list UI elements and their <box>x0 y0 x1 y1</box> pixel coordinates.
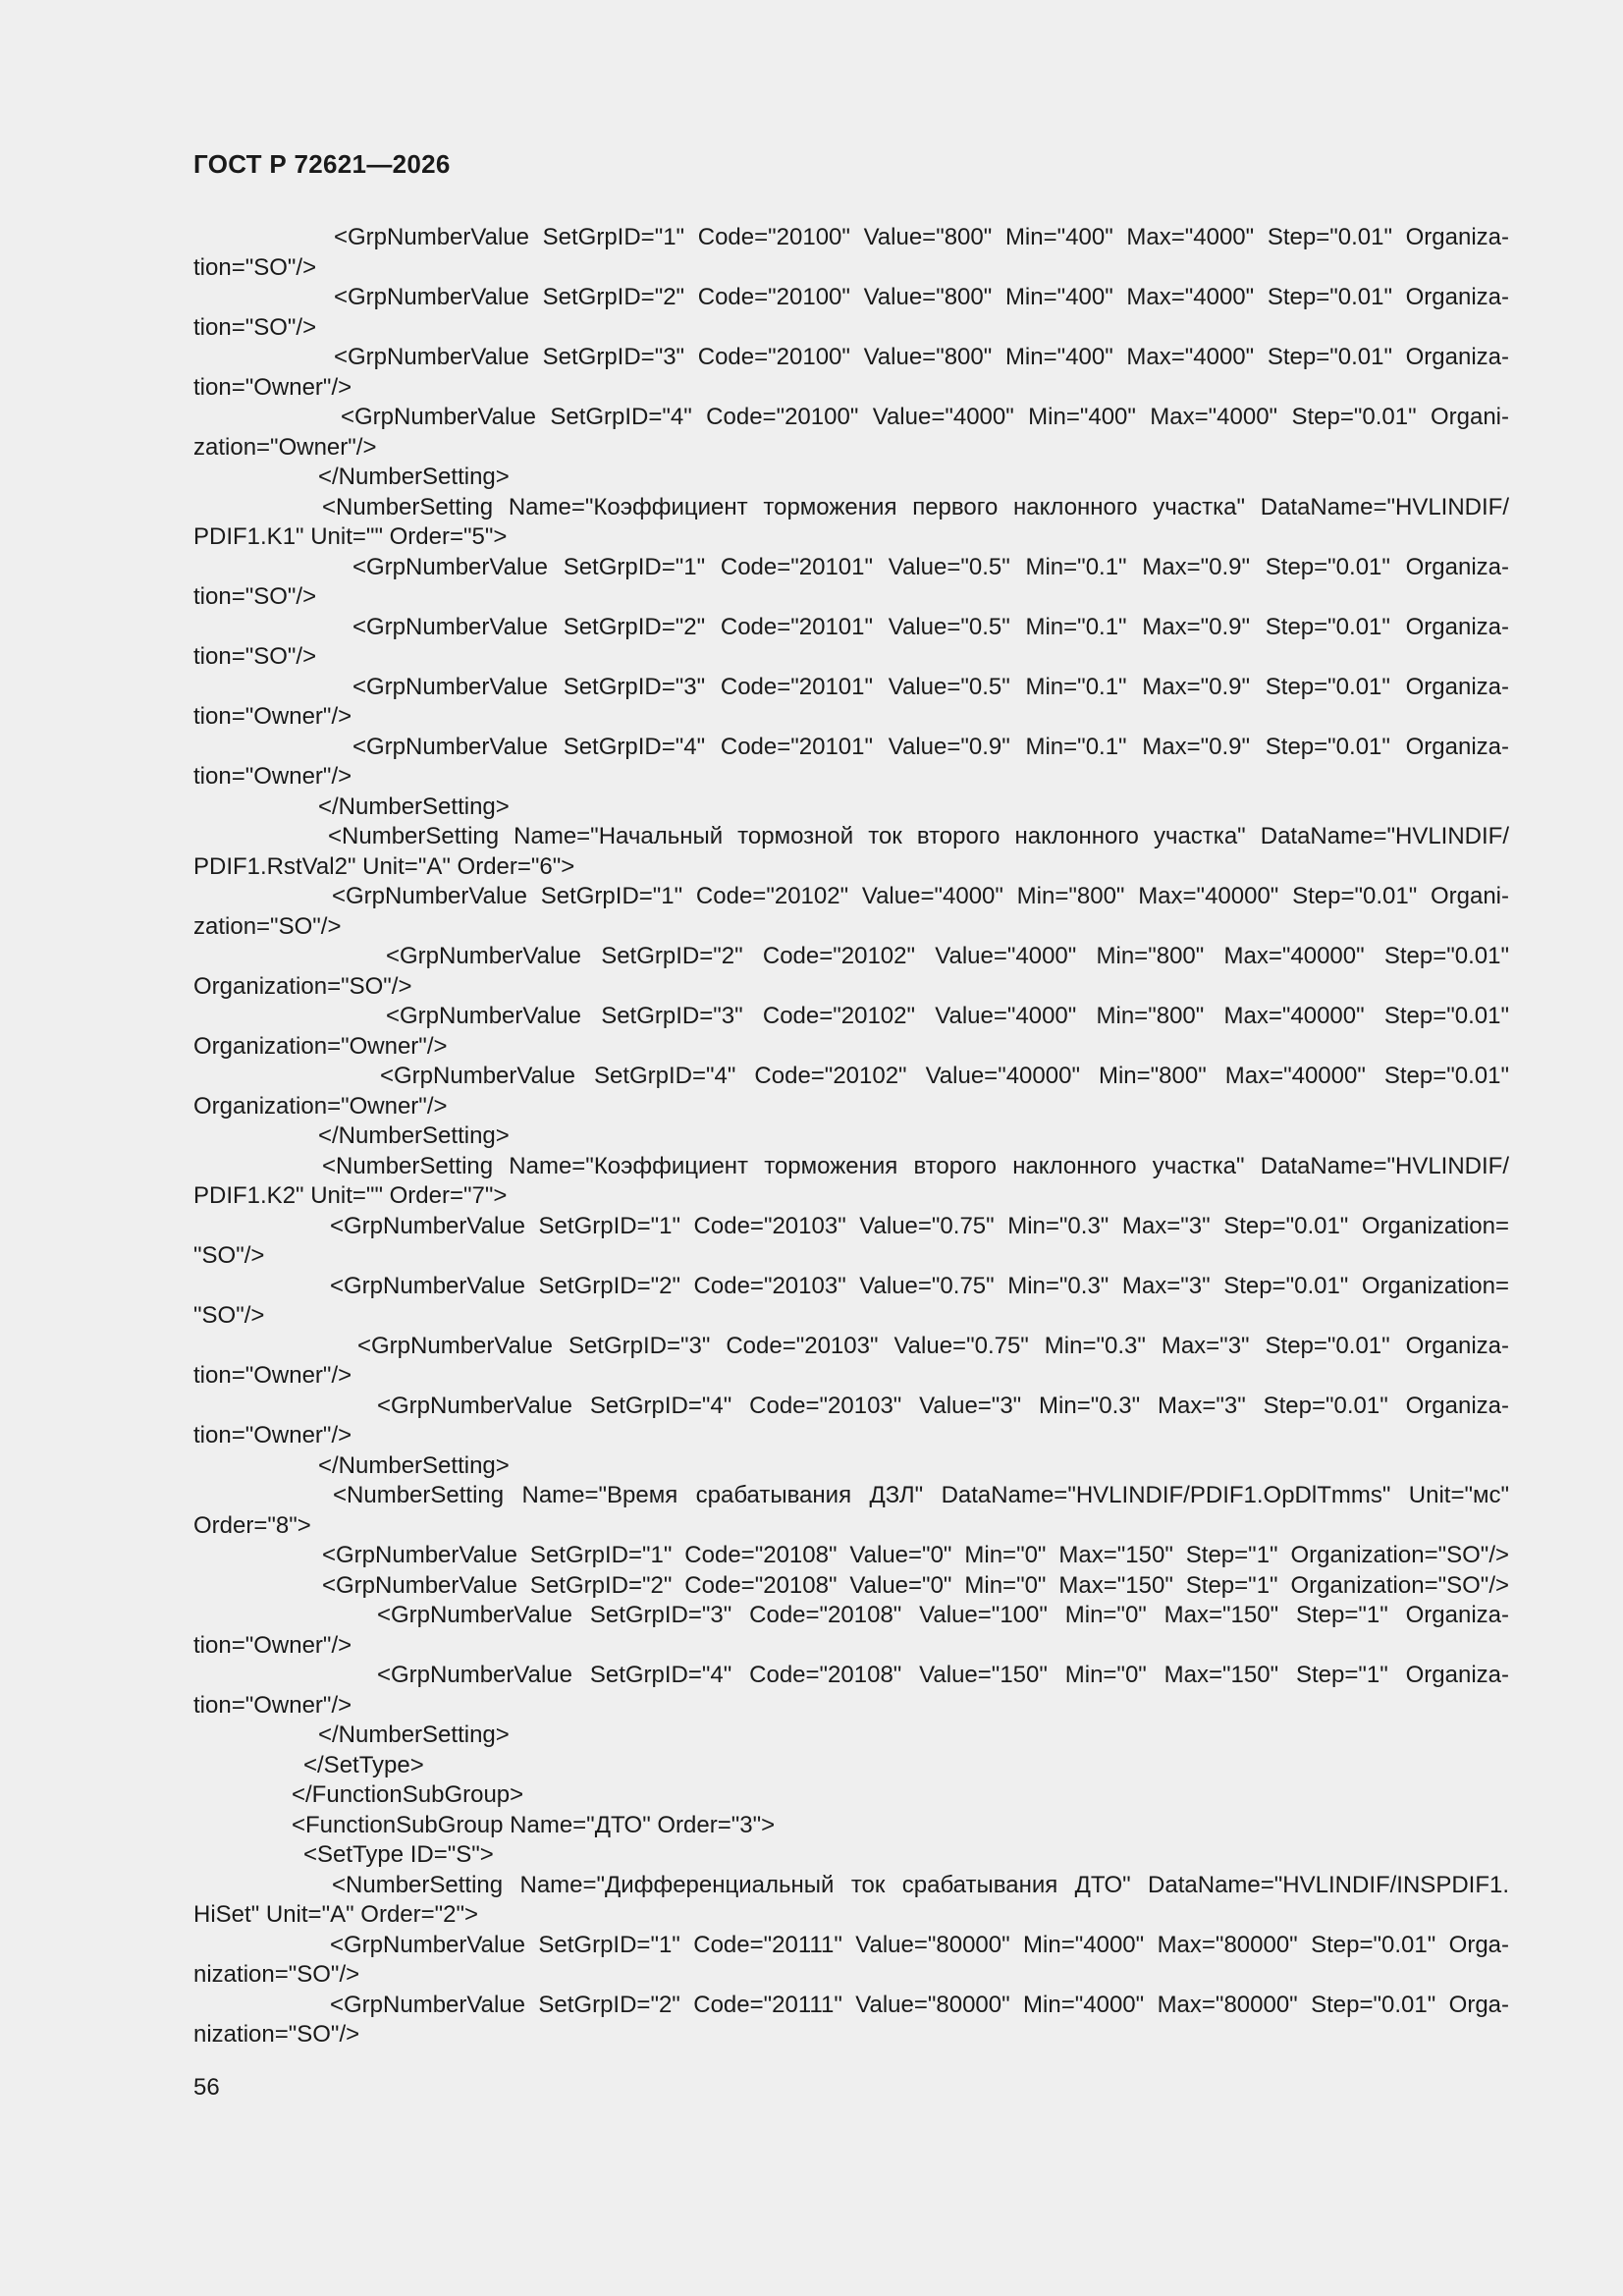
code-line: <GrpNumberValue SetGrpID="2" Code="20101" Value="0.5" Min="0.1" Max="0.9" Step="0.01" Organiza- <box>352 613 1509 640</box>
code-line: <GrpNumberValue SetGrpID="2" Code="20103" Value="0.75" Min="0.3" Max="3" Step="0.01" Organization= <box>330 1272 1509 1299</box>
code-line: </NumberSetting> <box>318 1722 510 1748</box>
code-line: <GrpNumberValue SetGrpID="4" Code="20102" Value="40000" Min="800" Max="40000" Step="0.01" <box>380 1063 1509 1089</box>
code-line: nization="SO"/> <box>193 2021 360 2048</box>
page-header: ГОСТ Р 72621—2026 <box>193 149 451 179</box>
code-line: tion="SO"/> <box>193 313 317 341</box>
code-line: <GrpNumberValue SetGrpID="3" Code="20108" Value="100" Min="0" Max="150" Step="1" Organiza- <box>377 1602 1509 1628</box>
code-line: <GrpNumberValue SetGrpID="4" Code="20101" Value="0.9" Min="0.1" Max="0.9" Step="0.01" Organiza- <box>352 733 1509 760</box>
code-line: </NumberSetting> <box>318 464 510 490</box>
code-line: Organization="Owner"/> <box>193 1032 448 1060</box>
code-line: <NumberSetting Name="Коэффициент торможения второго наклонного участка" DataName="HVLINDIF/ <box>322 1152 1509 1179</box>
code-line: <GrpNumberValue SetGrpID="2" Code="20108" Value="0" Min="0" Max="150" Step="1" Organization="SO"/> <box>322 1571 1509 1599</box>
code-line: <GrpNumberValue SetGrpID="3" Code="20101" Value="0.5" Min="0.1" Max="0.9" Step="0.01" Organiza- <box>352 673 1509 700</box>
code-line: <NumberSetting Name="Дифференциальный ток срабатывания ДТО" DataName="HVLINDIF/INSPDIF1. <box>332 1871 1509 1898</box>
code-line: <GrpNumberValue SetGrpID="1" Code="20111" Value="80000" Min="4000" Max="80000" Step="0.01" Orga- <box>330 1931 1509 1958</box>
code-line: </NumberSetting> <box>318 1122 510 1149</box>
code-line: tion="Owner"/> <box>193 1631 352 1659</box>
code-line: <NumberSetting Name="Коэффициент торможения первого наклонного участка" DataName="HVLINDIF/ <box>322 493 1509 520</box>
xml-listing <box>193 223 1509 2050</box>
code-line: <NumberSetting Name="Время срабатывания ДЗЛ" DataName="HVLINDIF/PDIF1.OpDlTmms" Unit="мс" <box>333 1482 1509 1508</box>
code-line: <GrpNumberValue SetGrpID="4" Code="20108" Value="150" Min="0" Max="150" Step="1" Organiza- <box>377 1662 1509 1688</box>
code-line: <GrpNumberValue SetGrpID="4" Code="20100" Value="4000" Min="400" Max="4000" Step="0.01" Organi- <box>341 404 1509 430</box>
code-line: tion="SO"/> <box>193 643 317 670</box>
code-line: <GrpNumberValue SetGrpID="1" Code="20102" Value="4000" Min="800" Max="40000" Step="0.01" Organi- <box>332 883 1509 909</box>
code-line: PDIF1.RstVal2" Unit="A" Order="6"> <box>193 852 575 880</box>
code-line: HiSet" Unit="A" Order="2"> <box>193 1901 479 1928</box>
code-line: <GrpNumberValue SetGrpID="1" Code="20103" Value="0.75" Min="0.3" Max="3" Step="0.01" Organization= <box>330 1212 1509 1239</box>
code-line: Organization="SO"/> <box>193 972 412 1000</box>
code-line: tion="Owner"/> <box>193 373 352 401</box>
code-line: </NumberSetting> <box>318 1451 510 1479</box>
code-line: tion="Owner"/> <box>193 1422 352 1449</box>
code-line: tion="Owner"/> <box>193 763 352 790</box>
code-line: PDIF1.K2" Unit="" Order="7"> <box>193 1182 508 1209</box>
code-line: <GrpNumberValue SetGrpID="3" Code="20103" Value="0.75" Min="0.3" Max="3" Step="0.01" Organiza- <box>357 1332 1509 1359</box>
code-line: Order="8"> <box>193 1511 311 1539</box>
code-line: tion="Owner"/> <box>193 1691 352 1719</box>
code-line: tion="SO"/> <box>193 253 317 281</box>
code-line: </SetType> <box>303 1751 424 1778</box>
code-line: <GrpNumberValue SetGrpID="1" Code="20101" Value="0.5" Min="0.1" Max="0.9" Step="0.01" Organiza- <box>352 553 1509 580</box>
code-line: tion="Owner"/> <box>193 1362 352 1389</box>
code-line: </NumberSetting> <box>318 793 510 820</box>
code-line: PDIF1.K1" Unit="" Order="5"> <box>193 523 508 550</box>
code-line: zation="Owner"/> <box>193 433 377 461</box>
code-line: <GrpNumberValue SetGrpID="1" Code="20100" Value="800" Min="400" Max="4000" Step="0.01" Organiza- <box>334 224 1509 250</box>
code-line: zation="SO"/> <box>193 912 342 940</box>
code-line: "SO"/> <box>193 1302 265 1329</box>
code-line: <GrpNumberValue SetGrpID="3" Code="20102" Value="4000" Min="800" Max="40000" Step="0.01" <box>386 1003 1509 1029</box>
code-line: "SO"/> <box>193 1242 265 1269</box>
page-number: 56 <box>193 2074 220 2101</box>
code-line: </FunctionSubGroup> <box>292 1781 524 1808</box>
code-line: tion="SO"/> <box>193 583 317 610</box>
code-line: nization="SO"/> <box>193 1961 360 1988</box>
code-line: <GrpNumberValue SetGrpID="4" Code="20103" Value="3" Min="0.3" Max="3" Step="0.01" Organiza- <box>377 1392 1509 1419</box>
code-line: <GrpNumberValue SetGrpID="2" Code="20102" Value="4000" Min="800" Max="40000" Step="0.01" <box>386 943 1509 969</box>
code-line: <NumberSetting Name="Начальный тормозной ток второго наклонного участка" DataName="HVLINDIF/ <box>328 823 1509 849</box>
code-line: <GrpNumberValue SetGrpID="3" Code="20100" Value="800" Min="400" Max="4000" Step="0.01" Organiza- <box>334 344 1509 370</box>
code-line: tion="Owner"/> <box>193 703 352 730</box>
code-line: <GrpNumberValue SetGrpID="1" Code="20108" Value="0" Min="0" Max="150" Step="1" Organization="SO"/> <box>322 1542 1509 1568</box>
code-line: <GrpNumberValue SetGrpID="2" Code="20100" Value="800" Min="400" Max="4000" Step="0.01" Organiza- <box>334 284 1509 310</box>
code-line: <SetType ID="S"> <box>303 1841 494 1868</box>
code-line: <FunctionSubGroup Name="ДТО" Order="3"> <box>292 1811 776 1838</box>
code-line: Organization="Owner"/> <box>193 1092 448 1120</box>
code-line: <GrpNumberValue SetGrpID="2" Code="20111" Value="80000" Min="4000" Max="80000" Step="0.01" Orga- <box>330 1991 1509 2018</box>
